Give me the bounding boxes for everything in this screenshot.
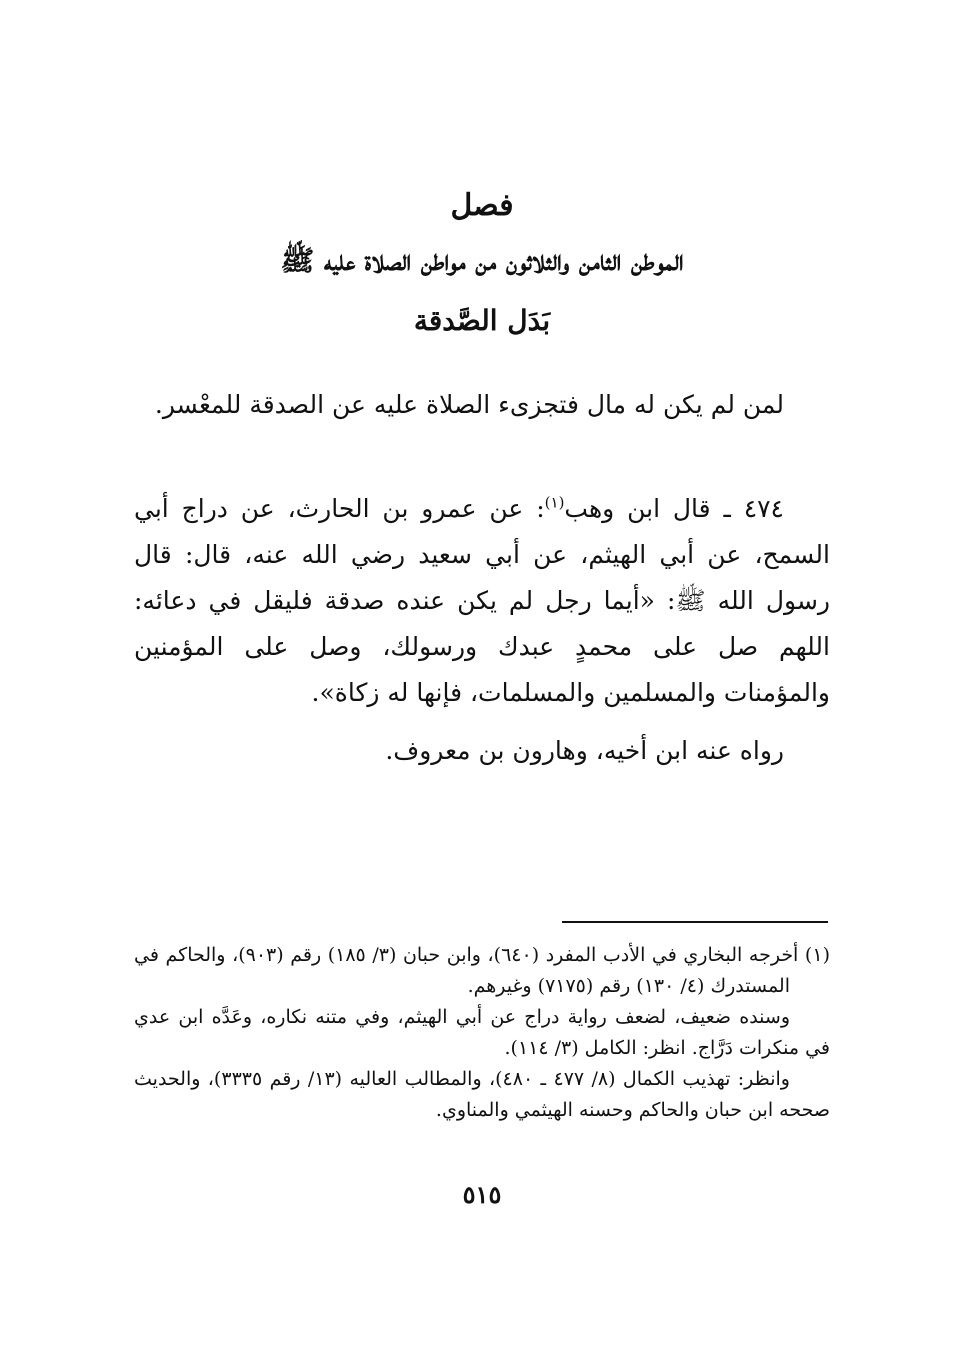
footnote-1-note-weakness: وسنده ضعيف، لضعف رواية دراج عن أبي الهيثم، وفي متنه نكاره، وعَدَّه ابن عدي في منكرات دَرَّاج. انظر: الكامل (٣/ ١١٤). (134, 1006, 830, 1059)
hadith-text-opening: قال ابن وهب (564, 494, 711, 523)
footnote-1-note-references: وانظر: تهذيب الكمال (٨/ ٤٧٧ ـ ٤٨٠)، والمطالب العاليه (١٣/ رقم ٣٣٣٥)، والحديث صححه ابن حبان والحاكم وحسنه الهيثمي والمناوي. (134, 1068, 830, 1121)
hadith-paragraph (134, 486, 830, 716)
footnote-divider (562, 921, 828, 923)
hadith-text-body: : عن عمرو بن الحارث، عن دراج أبي السمح، عن أبي الهيثم، عن أبي سعيد رضي الله عنه، قال: قال رسول الله ﷺ: «أيما رجل لم يكن عنده صدقة فليقل في دعائه: اللهم صل على محمدٍ عبدك ورسولك، وصل على المؤمنين والمؤمنات والمسلمين والمسلمات، فإنها له زكاة». (134, 494, 830, 707)
footnotes-section (134, 940, 830, 1126)
section-label: فصل (450, 188, 514, 223)
intro-paragraph: لمن لم يكن له مال فتجزىء الصلاة عليه عن الصدقة للمعْسر. (154, 390, 784, 419)
hadith-number: ٤٧٤ ـ (723, 494, 784, 523)
chapter-subheading: بَدَل الصَّدقة (413, 304, 551, 337)
narration-line: رواه عنه ابن أخيه، وهارون بن معروف. (385, 736, 784, 765)
page-number: ٥١٥ (462, 1180, 502, 1209)
footnote-reference[interactable]: (١) (544, 493, 565, 512)
footnote-1: (١) أخرجه البخاري في الأدب المفرد (٦٤٠)، وابن حبان (٣/ ١٨٥) رقم (٩٠٣)، والحاكم في المستدرك (٤/ ١٣٠) رقم (٧١٧٥) وغيرهم. (134, 944, 830, 997)
chapter-heading: الموطن الثامن والثلاثون من مواطن الصلاة عليه ﷺ (280, 244, 684, 277)
